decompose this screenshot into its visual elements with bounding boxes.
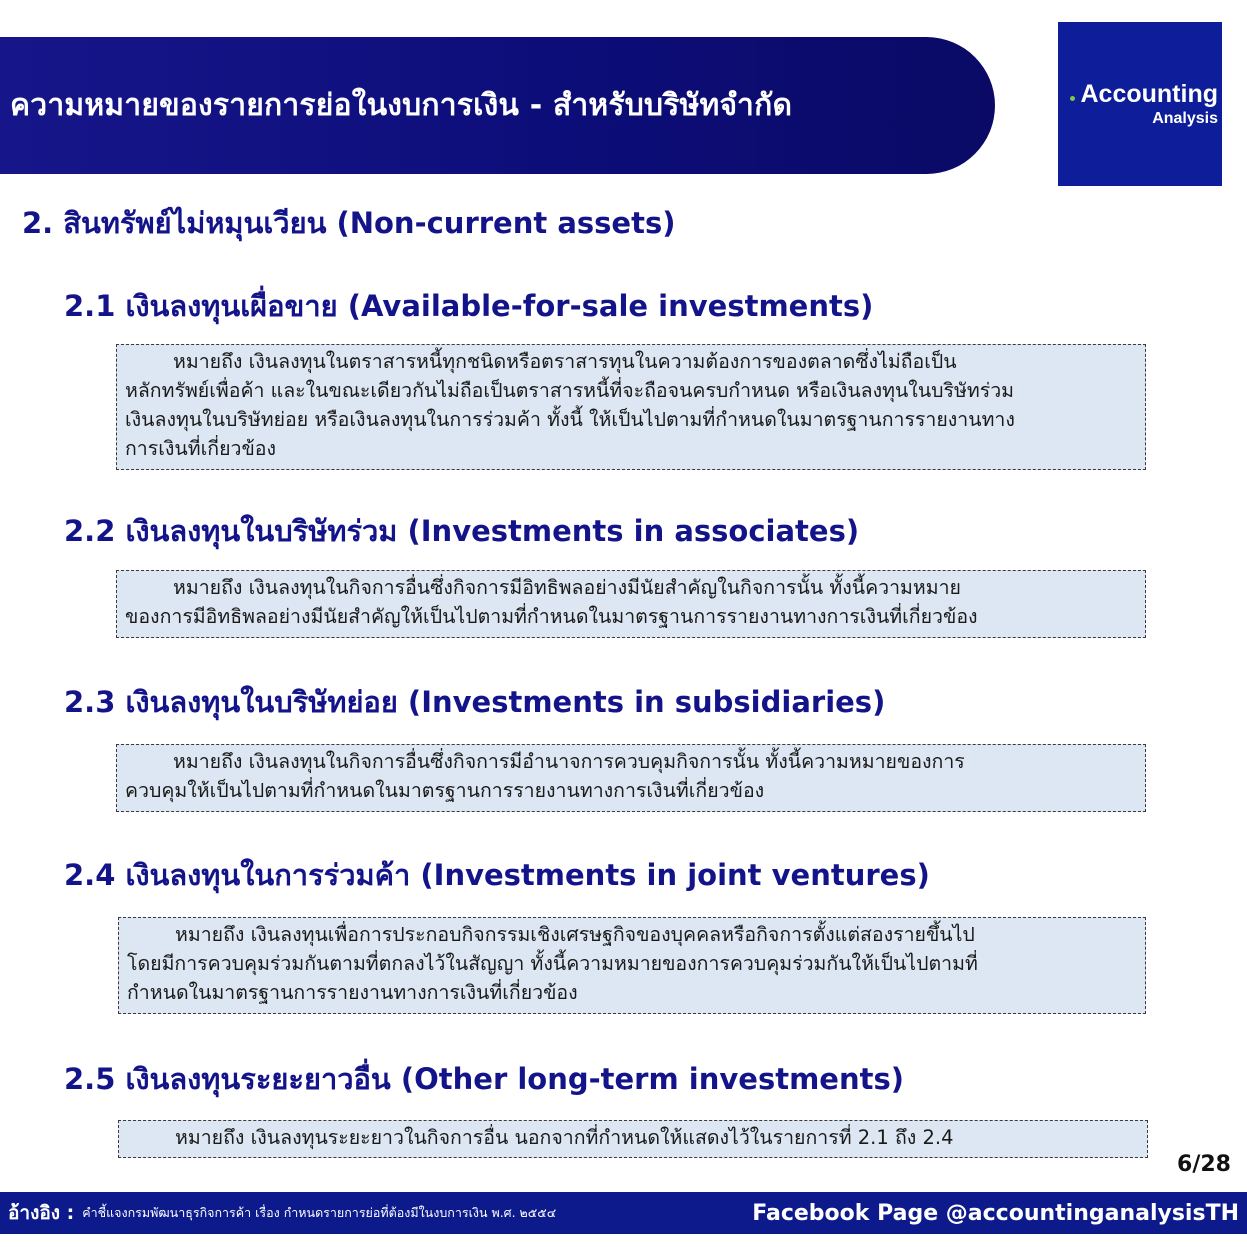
definition-line: หมายถึง เงินลงทุนเพื่อการประกอบกิจกรรมเชิงเศรษฐกิจของบุคคลหรือกิจการตั้งแต่สองรายขึ้นไป — [175, 923, 975, 946]
footer-facebook-link[interactable]: Facebook Page @accountinganalysisTH — [752, 1200, 1239, 1226]
definition-line: การเงินที่เกี่ยวข้อง — [125, 437, 277, 460]
header-banner — [0, 37, 995, 174]
definition-line: ของการมีอิทธิพลอย่างมีนัยสำคัญให้เป็นไปตามที่กำหนดในมาตรฐานการรายงานทางการเงินที่เกี่ยวข้อง — [125, 605, 978, 628]
definition-line: โดยมีการควบคุมร่วมกันตามที่ตกลงไว้ในสัญญา ทั้งนี้ความหมายของการควบคุมร่วมกันให้เป็นไปตามที่ — [127, 952, 978, 975]
definition-line: หมายถึง เงินลงทุนในตราสารหนี้ทุกชนิดหรือตราสารทุนในความต้องการของตลาดซึ่งไม่ถือเป็น — [173, 350, 957, 373]
logo-main-text: Accounting — [1080, 80, 1218, 108]
item-heading-2-2: 2.2 เงินลงทุนในบริษัทร่วม (Investments in associates) — [64, 514, 860, 548]
logo-sub-text: Analysis — [1152, 110, 1218, 127]
item-heading-2-1: 2.1 เงินลงทุนเผื่อขาย (Available-for-sale investments) — [64, 289, 874, 323]
definition-line: เงินลงทุนในบริษัทย่อย หรือเงินลงทุนในการร่วมค้า ทั้งนี้ ให้เป็นไปตามที่กำหนดในมาตรฐานการรายงานทาง — [125, 408, 1015, 431]
definition-line: หมายถึง เงินลงทุนระยะยาวในกิจการอื่น นอกจากที่กำหนดให้แสดงไว้ในรายการที่ 2.1 ถึง 2.4 — [175, 1126, 954, 1149]
logo-dot-icon — [1070, 96, 1075, 101]
brand-logo — [1058, 22, 1222, 186]
item-heading-2-5: 2.5 เงินลงทุนระยะยาวอื่น (Other long-term investments) — [64, 1062, 904, 1096]
definition-line: ควบคุมให้เป็นไปตามที่กำหนดในมาตรฐานการรายงานทางการเงินที่เกี่ยวข้อง — [125, 779, 765, 802]
footer-bar — [0, 1192, 1247, 1234]
definition-box-2-1 — [116, 344, 1146, 470]
definition-line: กำหนดในมาตรฐานการรายงานทางการเงินที่เกี่ยวข้อง — [127, 981, 578, 1004]
footer-reference-text: คำชี้แจงกรมพัฒนาธุรกิจการค้า เรื่อง กำหนดรายการย่อที่ต้องมีในงบการเงิน พ.ศ. ๒๕๕๔ — [82, 1205, 557, 1220]
definition-line: หมายถึง เงินลงทุนในกิจการอื่นซึ่งกิจการมีอิทธิพลอย่างมีนัยสำคัญในกิจการนั้น ทั้งนี้ความหมาย — [173, 576, 961, 599]
page-number: 6/28 — [1177, 1152, 1231, 1177]
definition-box-2-4 — [118, 917, 1146, 1014]
definition-box-2-2 — [116, 570, 1146, 638]
item-heading-2-3: 2.3 เงินลงทุนในบริษัทย่อย (Investments in subsidiaries) — [64, 685, 886, 719]
section-heading: 2. สินทรัพย์ไม่หมุนเวียน (Non-current assets) — [22, 206, 676, 240]
definition-line: หลักทรัพย์เพื่อค้า และในขณะเดียวกันไม่ถือเป็นตราสารหนี้ที่จะถือจนครบกำหนด หรือเงินลงทุนในบริษัทร่วม — [125, 379, 1014, 402]
definition-line: หมายถึง เงินลงทุนในกิจการอื่นซึ่งกิจการมีอำนาจการควบคุมกิจการนั้น ทั้งนี้ความหมายของการ — [173, 750, 965, 773]
definition-box-2-5 — [118, 1120, 1148, 1158]
definition-box-2-3 — [116, 744, 1146, 812]
page-title: ความหมายของรายการย่อในงบการเงิน - สำหรับบริษัทจำกัด — [10, 88, 793, 123]
footer-reference-label: อ้างอิง : — [8, 1202, 75, 1224]
item-heading-2-4: 2.4 เงินลงทุนในการร่วมค้า (Investments in joint ventures) — [64, 858, 930, 892]
